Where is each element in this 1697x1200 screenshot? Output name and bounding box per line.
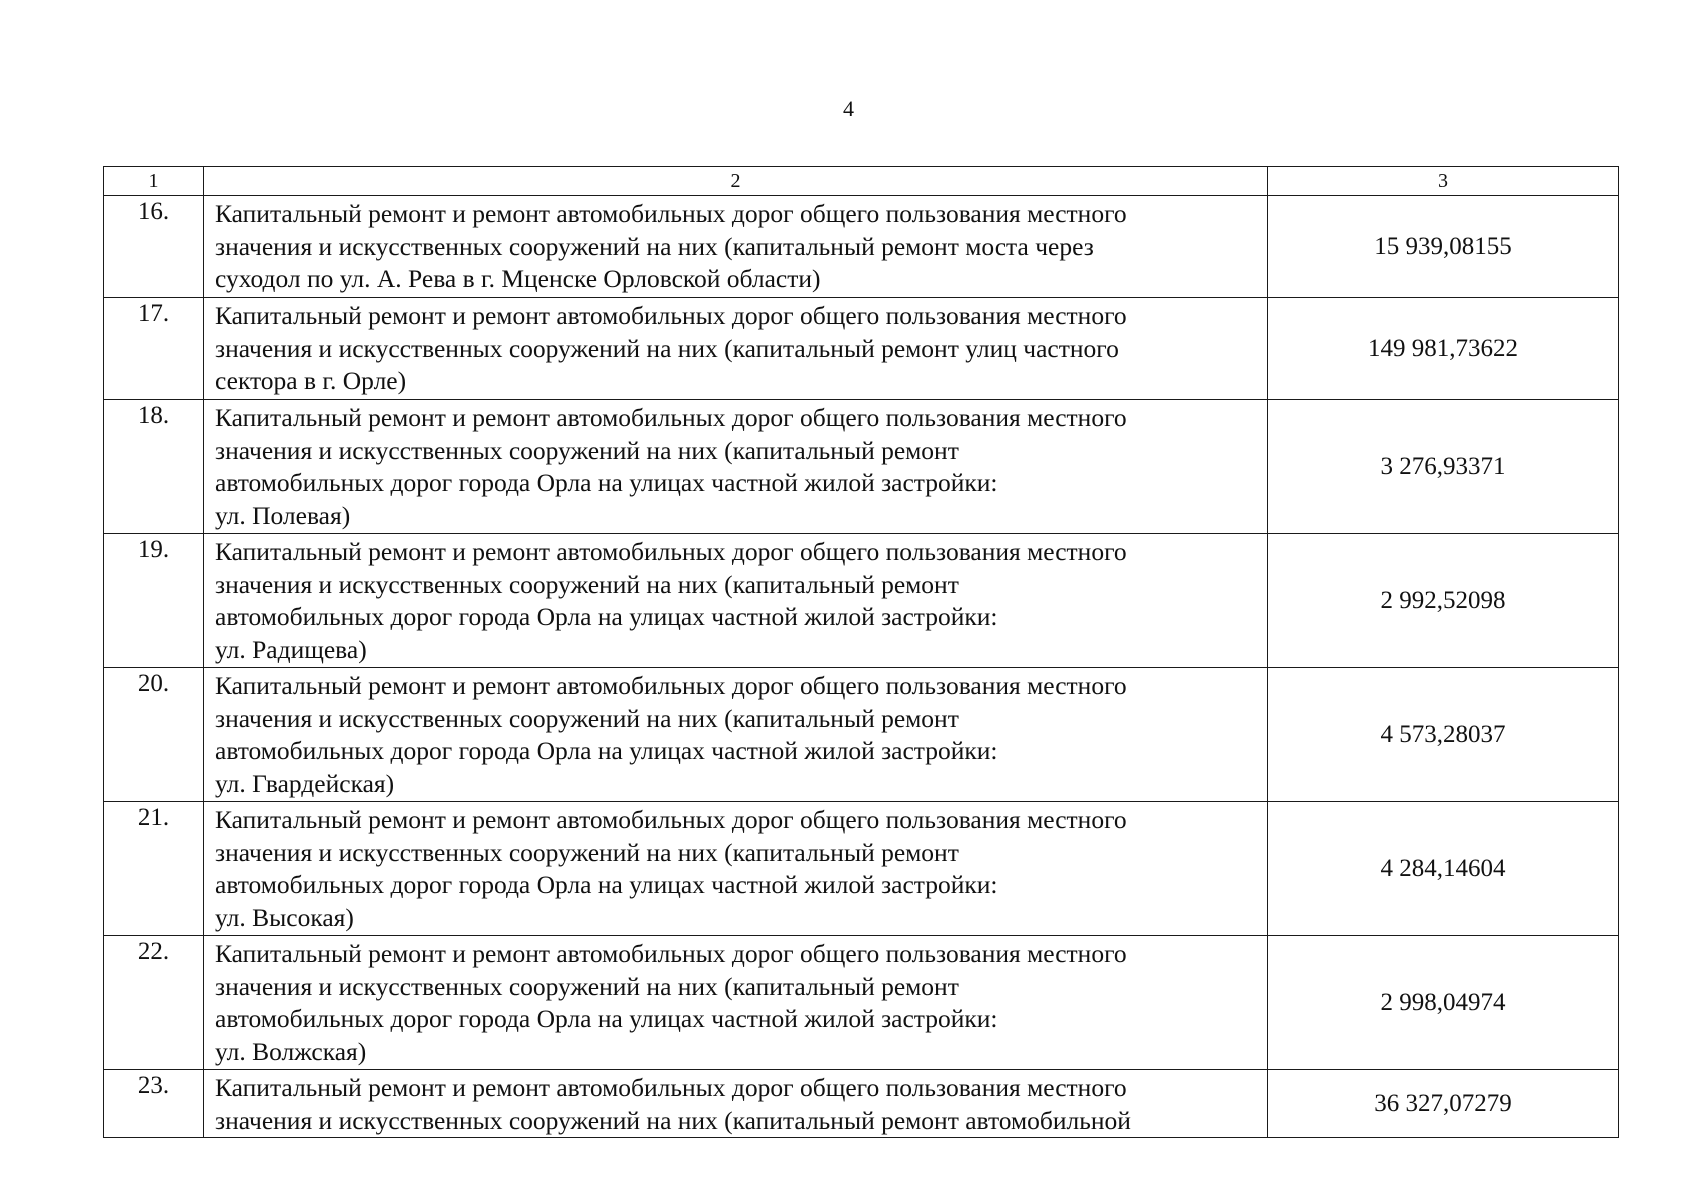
row-amount: 4 573,28037 <box>1268 668 1619 802</box>
budget-table <box>103 166 1619 1138</box>
row-description: Капитальный ремонт и ремонт автомобильных дорог общего пользования местного значения и искусственных сооружений на них (капитальный ремонт автомобильных дорог города Орла на улицах частной жилой застройки: ул. Полевая) <box>204 400 1268 534</box>
table-row <box>104 1070 1619 1138</box>
table-row <box>104 668 1619 802</box>
table-row <box>104 936 1619 1070</box>
row-number: 23. <box>104 1070 204 1138</box>
row-amount: 2 998,04974 <box>1268 936 1619 1070</box>
row-description: Капитальный ремонт и ремонт автомобильных дорог общего пользования местного значения и искусственных сооружений на них (капитальный ремонт улиц частного сектора в г. Орле) <box>204 298 1268 400</box>
row-number: 21. <box>104 802 204 936</box>
table-row <box>104 400 1619 534</box>
table-row <box>104 196 1619 298</box>
row-amount: 4 284,14604 <box>1268 802 1619 936</box>
table-row <box>104 298 1619 400</box>
row-number: 22. <box>104 936 204 1070</box>
row-number: 17. <box>104 298 204 400</box>
row-description: Капитальный ремонт и ремонт автомобильных дорог общего пользования местного значения и искусственных сооружений на них (капитальный ремонт моста через суходол по ул. А. Рева в г. Мценске Орловской области) <box>204 196 1268 298</box>
row-amount: 3 276,93371 <box>1268 400 1619 534</box>
row-description: Капитальный ремонт и ремонт автомобильных дорог общего пользования местного значения и искусственных сооружений на них (капитальный ремонт автомобильных дорог города Орла на улицах частной жилой застройки: ул. Волжская) <box>204 936 1268 1070</box>
row-number: 18. <box>104 400 204 534</box>
row-amount: 15 939,08155 <box>1268 196 1619 298</box>
row-number: 20. <box>104 668 204 802</box>
table-header-row <box>104 167 1619 196</box>
row-amount: 149 981,73622 <box>1268 298 1619 400</box>
row-number: 16. <box>104 196 204 298</box>
row-description: Капитальный ремонт и ремонт автомобильных дорог общего пользования местного значения и искусственных сооружений на них (капитальный ремонт автомобильной <box>204 1070 1268 1138</box>
column-header-description: 2 <box>204 167 1268 196</box>
row-description: Капитальный ремонт и ремонт автомобильных дорог общего пользования местного значения и искусственных сооружений на них (капитальный ремонт автомобильных дорог города Орла на улицах частной жилой застройки: ул. Гвардейская) <box>204 668 1268 802</box>
table-row <box>104 534 1619 668</box>
row-description: Капитальный ремонт и ремонт автомобильных дорог общего пользования местного значения и искусственных сооружений на них (капитальный ремонт автомобильных дорог города Орла на улицах частной жилой застройки: ул. Радищева) <box>204 534 1268 668</box>
row-number: 19. <box>104 534 204 668</box>
row-description: Капитальный ремонт и ремонт автомобильных дорог общего пользования местного значения и искусственных сооружений на них (капитальный ремонт автомобильных дорог города Орла на улицах частной жилой застройки: ул. Высокая) <box>204 802 1268 936</box>
column-header-number: 1 <box>104 167 204 196</box>
page-number: 4 <box>843 96 854 121</box>
row-amount: 36 327,07279 <box>1268 1070 1619 1138</box>
row-amount: 2 992,52098 <box>1268 534 1619 668</box>
table-row <box>104 802 1619 936</box>
column-header-amount: 3 <box>1268 167 1619 196</box>
